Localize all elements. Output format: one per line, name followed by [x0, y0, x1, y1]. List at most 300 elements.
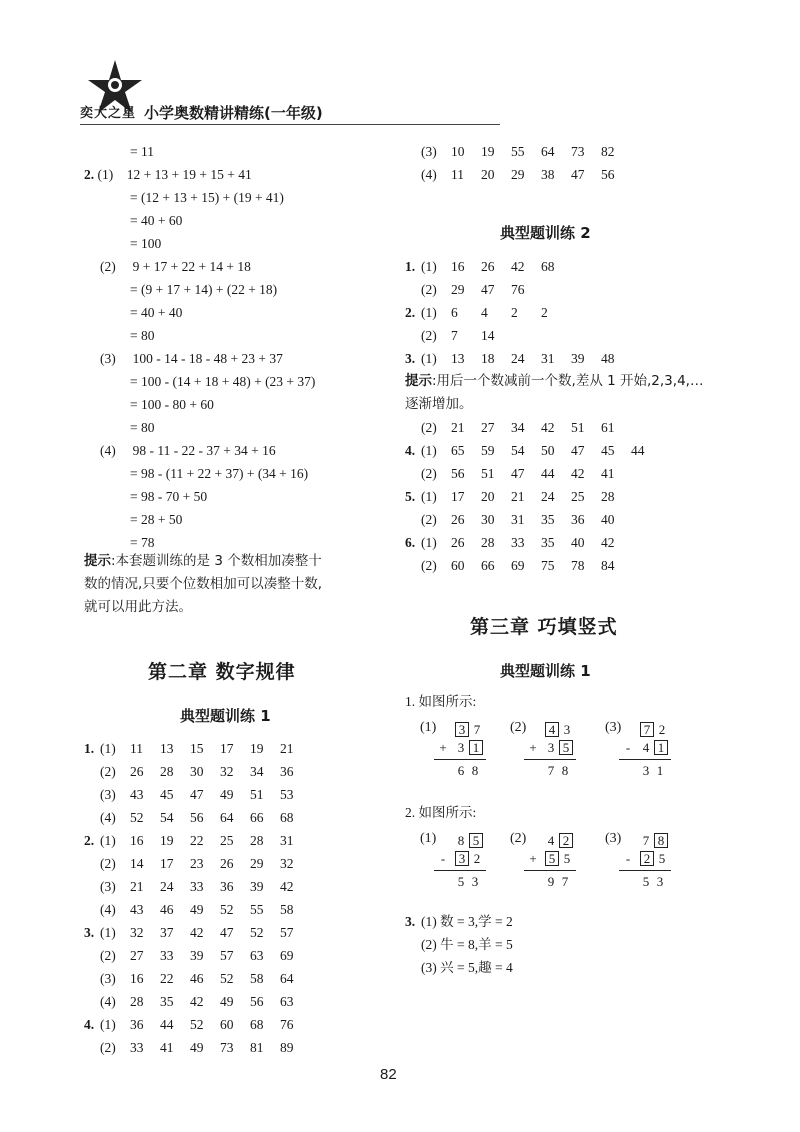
- equation-text: = 40 + 40: [130, 305, 183, 320]
- cell-value: 53: [280, 787, 294, 802]
- cell-value: 56: [451, 466, 465, 481]
- answer-box: 7: [640, 722, 654, 737]
- item-number: 4.: [405, 443, 416, 458]
- cell-value: 33: [190, 879, 204, 894]
- cell-value: 56: [250, 994, 264, 1009]
- cell-value: 4: [481, 305, 488, 320]
- cell-value: 47: [220, 925, 234, 940]
- equation-text: (1) 12 + 13 + 19 + 15 + 41: [97, 167, 252, 182]
- sum-line: [434, 759, 486, 760]
- digit: 2: [473, 851, 481, 866]
- equation-line: [100, 442, 276, 460]
- list-item: [84, 786, 310, 804]
- equation-text: = (9 + 17 + 14) + (22 + 18): [130, 282, 278, 297]
- cell-value: 56: [601, 167, 615, 182]
- equation-text: = 78: [130, 535, 155, 550]
- cell-value: 63: [280, 994, 294, 1009]
- equation-line: [130, 465, 308, 483]
- cell-value: 39: [190, 948, 204, 963]
- cell-value: 43: [130, 902, 144, 917]
- cell-value: 21: [451, 420, 465, 435]
- list-item: [84, 832, 310, 850]
- operator: -: [625, 740, 631, 755]
- chapter-3-title: 第三章 巧填竖式: [470, 616, 618, 638]
- cell-value: 56: [190, 810, 204, 825]
- list-item: [405, 166, 631, 184]
- form-row: [454, 833, 484, 849]
- sum-line: [524, 870, 576, 871]
- cell-value: 68: [541, 259, 555, 274]
- cell-value: 19: [160, 833, 174, 848]
- list-item: [84, 901, 310, 919]
- cell-value: 2: [511, 305, 518, 320]
- digit: 3: [547, 740, 555, 755]
- hint-text: :本套题训练的是 3 个数相加凑整十数的情况,只要个位数相加可以凑整十数,就可以用此方法。: [84, 553, 323, 615]
- cell-value: 54: [511, 443, 525, 458]
- cell-value: 43: [130, 787, 144, 802]
- form-row: [639, 763, 667, 779]
- equation-text: = (12 + 13 + 15) + (19 + 41): [130, 190, 284, 205]
- answer-box: 3: [455, 722, 469, 737]
- equation-line: [100, 350, 283, 368]
- cell-value: 46: [160, 902, 174, 917]
- equation-line: [130, 189, 284, 207]
- equation-line: [130, 281, 277, 299]
- cell-value: 35: [160, 994, 174, 1009]
- cell-value: 20: [481, 489, 495, 504]
- part-label: (2): [100, 1040, 116, 1055]
- cell-value: 51: [571, 420, 585, 435]
- cell-value: 52: [130, 810, 144, 825]
- digit: 9: [547, 874, 555, 889]
- list-item: [405, 442, 661, 460]
- cell-value: 42: [601, 535, 615, 550]
- equation-text: = 80: [130, 328, 155, 343]
- cell-value: 82: [601, 144, 615, 159]
- form-row: [454, 722, 484, 738]
- list-item: [405, 959, 513, 977]
- cell-value: 33: [160, 948, 174, 963]
- chapter-2-title: 第二章 数字规律: [148, 661, 296, 683]
- form-label: (1): [420, 831, 437, 846]
- form-row: [544, 722, 574, 738]
- digit: 1: [656, 763, 664, 778]
- operator: +: [439, 740, 447, 755]
- form-label: (3): [605, 720, 622, 735]
- form-row: [625, 740, 669, 756]
- cell-value: 28: [250, 833, 264, 848]
- list-item: [405, 534, 631, 552]
- part-label: (2): [421, 282, 437, 297]
- cell-value: 49: [220, 787, 234, 802]
- sum-line: [524, 759, 576, 760]
- cell-value: 55: [250, 902, 264, 917]
- list-item: [84, 763, 310, 781]
- part-label: (2): [421, 466, 437, 481]
- cell-value: 54: [160, 810, 174, 825]
- part-label: (1): [100, 1017, 116, 1032]
- section-title-training-1: 典型题训练 1: [180, 707, 271, 725]
- cell-value: 15: [190, 741, 204, 756]
- list-item: [84, 809, 310, 827]
- cell-value: 52: [220, 902, 234, 917]
- part-label: (1): [421, 351, 437, 366]
- equation-line: [100, 258, 251, 276]
- item-number: 3.: [405, 351, 416, 366]
- digit: 3: [656, 874, 664, 889]
- cell-value: 24: [511, 351, 525, 366]
- cell-value: 73: [220, 1040, 234, 1055]
- answer-text: (3) 兴 = 5,趣 = 4: [421, 960, 513, 975]
- equation-line: [130, 235, 161, 253]
- cell-value: 21: [130, 879, 144, 894]
- cell-value: 66: [250, 810, 264, 825]
- part-label: (1): [421, 535, 437, 550]
- equation-text: = 100 - (14 + 18 + 48) + (23 + 37): [130, 374, 316, 389]
- question-2-label: 2. 如图所示:: [405, 805, 477, 820]
- equation-line: [130, 327, 155, 345]
- cell-value: 16: [451, 259, 465, 274]
- section-title-training-1b: 典型题训练 1: [500, 662, 591, 680]
- cell-value: 14: [130, 856, 144, 871]
- cell-value: 69: [280, 948, 294, 963]
- cell-value: 60: [220, 1017, 234, 1032]
- cell-value: 58: [280, 902, 294, 917]
- cell-value: 14: [481, 328, 495, 343]
- operator: -: [440, 851, 446, 866]
- part-label: (2): [100, 856, 116, 871]
- page-number: 82: [380, 1066, 397, 1083]
- cell-value: 29: [250, 856, 264, 871]
- cell-value: 64: [220, 810, 234, 825]
- cell-value: 13: [160, 741, 174, 756]
- sum-line: [619, 870, 671, 871]
- list-item: [84, 970, 310, 988]
- cell-value: 24: [541, 489, 555, 504]
- cell-value: 29: [451, 282, 465, 297]
- cell-value: 17: [160, 856, 174, 871]
- logo-text: 奕大之星: [80, 106, 137, 121]
- cell-value: 58: [250, 971, 264, 986]
- cell-value: 32: [280, 856, 294, 871]
- cell-value: 64: [541, 144, 555, 159]
- part-label: (4): [421, 167, 437, 182]
- item-number: 2.: [84, 167, 98, 182]
- vertical-form: [510, 833, 590, 893]
- form-row: [440, 851, 484, 867]
- cell-value: 18: [481, 351, 495, 366]
- vertical-form: [420, 833, 500, 893]
- section-title-training-2: 典型题训练 2: [500, 224, 591, 242]
- cell-value: 68: [280, 810, 294, 825]
- digit: 2: [658, 722, 666, 737]
- cell-value: 51: [250, 787, 264, 802]
- item-number: 1.: [405, 259, 416, 274]
- digit: 5: [457, 874, 465, 889]
- cell-value: 42: [190, 994, 204, 1009]
- cell-value: 49: [190, 1040, 204, 1055]
- digit: 3: [563, 722, 571, 737]
- cell-value: 33: [511, 535, 525, 550]
- answer-text: (1) 数 = 3,学 = 2: [421, 914, 513, 929]
- cell-value: 22: [190, 833, 204, 848]
- digit: 3: [642, 763, 650, 778]
- equation-text: = 40 + 60: [130, 213, 183, 228]
- digit: 7: [642, 833, 650, 848]
- list-item: [84, 947, 310, 965]
- cell-value: 55: [511, 144, 525, 159]
- list-item: [405, 557, 631, 575]
- hint-label: 提示: [405, 373, 432, 389]
- cell-value: 44: [541, 466, 555, 481]
- cell-value: 36: [130, 1017, 144, 1032]
- cell-value: 76: [511, 282, 525, 297]
- part-label: (2): [421, 558, 437, 573]
- cell-value: 39: [571, 351, 585, 366]
- digit: 8: [471, 763, 479, 778]
- cell-value: 32: [130, 925, 144, 940]
- cell-value: 26: [451, 512, 465, 527]
- cell-value: 31: [511, 512, 525, 527]
- digit: 5: [563, 851, 571, 866]
- cell-value: 63: [250, 948, 264, 963]
- cell-value: 84: [601, 558, 615, 573]
- cell-value: 7: [451, 328, 458, 343]
- cell-value: 30: [190, 764, 204, 779]
- cell-value: 57: [280, 925, 294, 940]
- operator: +: [529, 740, 537, 755]
- cell-value: 78: [571, 558, 585, 573]
- cell-value: 21: [511, 489, 525, 504]
- cell-value: 61: [601, 420, 615, 435]
- cell-value: 47: [571, 167, 585, 182]
- answer-box: 1: [469, 740, 483, 755]
- cell-value: 42: [280, 879, 294, 894]
- cell-value: 17: [451, 489, 465, 504]
- cell-value: 44: [160, 1017, 174, 1032]
- list-item: [405, 913, 513, 931]
- vertical-form: [605, 722, 685, 782]
- cell-value: 42: [190, 925, 204, 940]
- part-label: (3): [100, 879, 116, 894]
- header-divider: [80, 124, 500, 125]
- cell-value: 44: [631, 443, 645, 458]
- digit: 7: [561, 874, 569, 889]
- cell-value: 40: [601, 512, 615, 527]
- equation-line: [130, 143, 154, 161]
- cell-value: 47: [481, 282, 495, 297]
- cell-value: 48: [601, 351, 615, 366]
- item-number: 5.: [405, 489, 416, 504]
- equation-line: [130, 488, 207, 506]
- cell-value: 33: [130, 1040, 144, 1055]
- list-item: [405, 465, 631, 483]
- form-row: [544, 833, 574, 849]
- answer-box: 4: [545, 722, 559, 737]
- item-number: 3.: [84, 925, 95, 940]
- cell-value: 89: [280, 1040, 294, 1055]
- hint-paragraph-2: [405, 370, 705, 416]
- cell-value: 50: [541, 443, 555, 458]
- answer-box: 1: [654, 740, 668, 755]
- equation-line: [130, 304, 182, 322]
- list-item: [405, 258, 571, 276]
- page-header: [80, 58, 500, 128]
- cell-value: 75: [541, 558, 555, 573]
- cell-value: 66: [481, 558, 495, 573]
- cell-value: 57: [220, 948, 234, 963]
- list-item: [84, 878, 310, 896]
- cell-value: 47: [571, 443, 585, 458]
- part-label: (3): [100, 971, 116, 986]
- cell-value: 20: [481, 167, 495, 182]
- cell-value: 27: [130, 948, 144, 963]
- equation-text: = 100: [130, 236, 162, 251]
- answer-text: (2) 牛 = 8,羊 = 5: [421, 937, 513, 952]
- item-number: 1.: [84, 741, 95, 756]
- digit: 6: [457, 763, 465, 778]
- hint-label: 提示: [84, 553, 111, 569]
- part-label: (3): [421, 144, 437, 159]
- part-label: (4): [100, 902, 116, 917]
- item-number: 6.: [405, 535, 416, 550]
- book-title: 小学奥数精讲精练(一年级): [144, 104, 323, 122]
- list-item: [405, 488, 631, 506]
- cell-value: 28: [160, 764, 174, 779]
- cell-value: 32: [220, 764, 234, 779]
- answer-box: 8: [654, 833, 668, 848]
- cell-value: 51: [481, 466, 495, 481]
- cell-value: 36: [571, 512, 585, 527]
- cell-value: 25: [571, 489, 585, 504]
- list-item: [84, 1039, 310, 1057]
- equation-line: [130, 373, 315, 391]
- cell-value: 42: [571, 466, 585, 481]
- cell-value: 22: [160, 971, 174, 986]
- cell-value: 73: [571, 144, 585, 159]
- form-row: [439, 740, 484, 756]
- answer-box: 5: [559, 740, 573, 755]
- cell-value: 64: [280, 971, 294, 986]
- form-row: [639, 722, 669, 738]
- equation-text: = 100 - 80 + 60: [130, 397, 214, 412]
- equation-line: [130, 396, 214, 414]
- cell-value: 28: [601, 489, 615, 504]
- answer-box: 5: [545, 851, 559, 866]
- digit: 4: [642, 740, 650, 755]
- digit: 3: [471, 874, 479, 889]
- cell-value: 52: [250, 925, 264, 940]
- cell-value: 16: [130, 971, 144, 986]
- digit: 8: [457, 833, 465, 848]
- cell-value: 49: [220, 994, 234, 1009]
- list-item: [405, 304, 571, 322]
- cell-value: 17: [220, 741, 234, 756]
- cell-value: 41: [601, 466, 615, 481]
- cell-value: 26: [451, 535, 465, 550]
- cell-value: 25: [220, 833, 234, 848]
- form-row: [639, 874, 667, 890]
- part-label: (1): [421, 259, 437, 274]
- vertical-form: [605, 833, 685, 893]
- cell-value: 24: [160, 879, 174, 894]
- form-label: (3): [605, 831, 622, 846]
- digit: 5: [642, 874, 650, 889]
- cell-value: 65: [451, 443, 465, 458]
- list-item: [405, 327, 511, 345]
- cell-value: 26: [481, 259, 495, 274]
- digit: 7: [473, 722, 481, 737]
- list-item: [405, 419, 631, 437]
- cell-value: 35: [541, 512, 555, 527]
- form-row: [639, 833, 669, 849]
- equation-text: = 11: [130, 144, 154, 159]
- part-label: (1): [421, 443, 437, 458]
- equation-line: [84, 166, 252, 184]
- cell-value: 36: [220, 879, 234, 894]
- digit: 5: [658, 851, 666, 866]
- item-number: 2.: [405, 305, 416, 320]
- cell-value: 35: [541, 535, 555, 550]
- part-label: (4): [100, 994, 116, 1009]
- cell-value: 38: [541, 167, 555, 182]
- hint-text: :用后一个数减前一个数,差从 1 开始,2,3,4,…逐渐增加。: [405, 373, 704, 412]
- cell-value: 30: [481, 512, 495, 527]
- list-item: [405, 350, 631, 368]
- cell-value: 46: [190, 971, 204, 986]
- digit: 7: [547, 763, 555, 778]
- vertical-form: [510, 722, 590, 782]
- answer-box: 2: [640, 851, 654, 866]
- cell-value: 37: [160, 925, 174, 940]
- cell-value: 36: [280, 764, 294, 779]
- item-number: 4.: [84, 1017, 95, 1032]
- equation-line: [130, 212, 182, 230]
- list-item: [84, 924, 310, 942]
- equation-line: [130, 419, 155, 437]
- list-item: [84, 855, 310, 873]
- cell-value: 60: [451, 558, 465, 573]
- cell-value: 21: [280, 741, 294, 756]
- cell-value: 6: [451, 305, 458, 320]
- part-label: (3): [100, 787, 116, 802]
- cell-value: 26: [130, 764, 144, 779]
- equation-line: [130, 511, 182, 529]
- cell-value: 13: [451, 351, 465, 366]
- form-label: (2): [510, 831, 527, 846]
- cell-value: 52: [220, 971, 234, 986]
- cell-value: 10: [451, 144, 465, 159]
- list-item: [84, 993, 310, 1011]
- cell-value: 49: [190, 902, 204, 917]
- cell-value: 28: [130, 994, 144, 1009]
- cell-value: 81: [250, 1040, 264, 1055]
- equation-text: = 98 - 70 + 50: [130, 489, 208, 504]
- part-label: (2): [421, 328, 437, 343]
- cell-value: 28: [481, 535, 495, 550]
- answer-box: 5: [469, 833, 483, 848]
- part-label: (1): [100, 741, 116, 756]
- digit: 8: [561, 763, 569, 778]
- cell-value: 19: [481, 144, 495, 159]
- cell-value: 41: [160, 1040, 174, 1055]
- part-label: (1): [100, 925, 116, 940]
- cell-value: 76: [280, 1017, 294, 1032]
- cell-value: 23: [190, 856, 204, 871]
- equation-text: = 98 - (11 + 22 + 37) + (34 + 16): [130, 466, 309, 481]
- list-item: [405, 936, 513, 954]
- hint-paragraph-1: [84, 550, 329, 619]
